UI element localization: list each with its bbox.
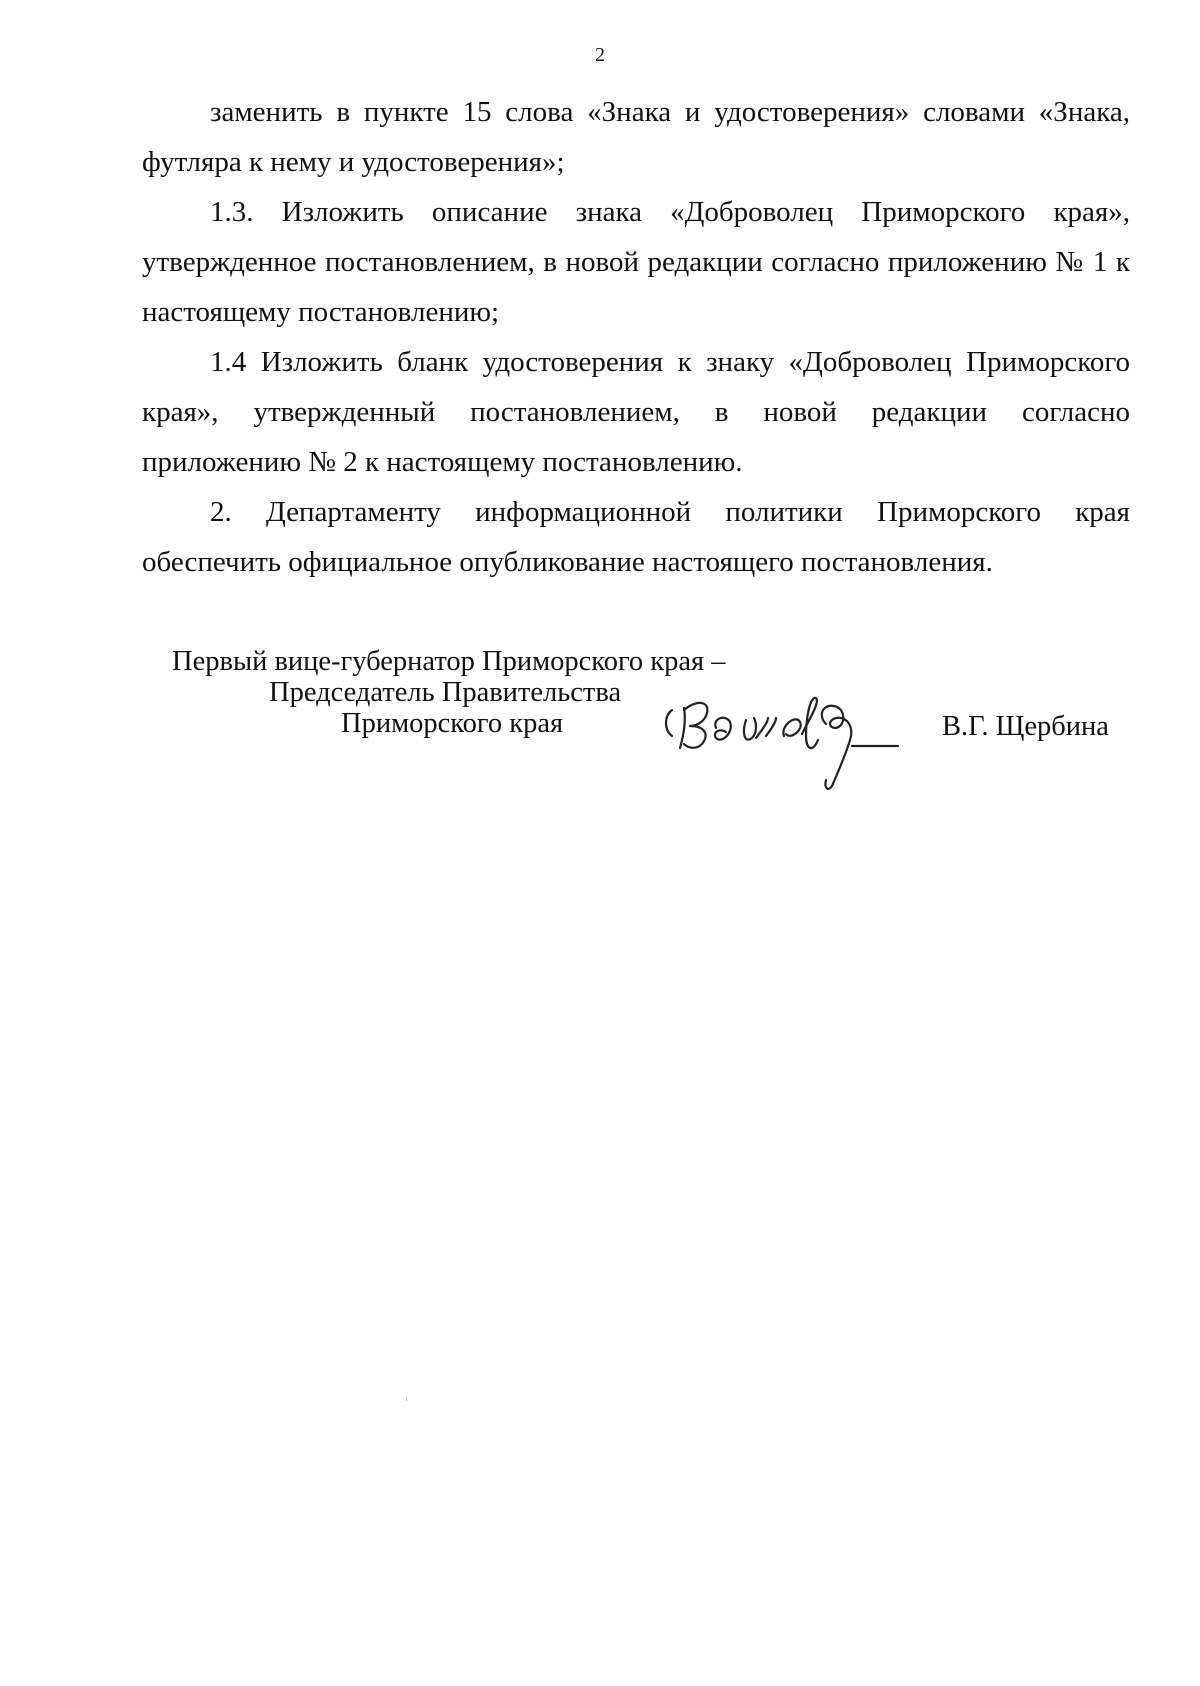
document-body bbox=[142, 87, 1130, 587]
signer-position-line-3: Приморского края bbox=[341, 708, 564, 739]
signer-position-line-2: Председатель Правительства bbox=[269, 677, 622, 708]
paragraph-1-4-certificate-form: 1.4 Изложить бланк удостоверения к знаку «Доброволец Приморского края», утвержденный постановлением, в новой редакции согласно приложению № 2 к настоящему постановлению. bbox=[142, 346, 1130, 478]
paragraph-1-3-badge-description: 1.3. Изложить описание знака «Доброволец Приморского края», утвержденное постановлением, в новой редакции согласно приложению № 1 к настоящему постановлению; bbox=[142, 196, 1130, 328]
signer-name: В.Г. Щербина bbox=[942, 711, 1109, 742]
handwritten-signature bbox=[650, 688, 950, 798]
signer-position bbox=[172, 646, 726, 739]
page-number: 2 bbox=[595, 44, 605, 66]
paragraph-amend-clause-15: заменить в пункте 15 слова «Знака и удостоверения» словами «Знака, футляра к нему и удостоверения»; bbox=[142, 96, 1130, 178]
paragraph-2-publication: 2. Департаменту информационной политики Приморского края обеспечить официальное опубликование настоящего постановления. bbox=[142, 496, 1130, 578]
signer-position-line-1: Первый вице-губернатор Приморского края – bbox=[172, 646, 726, 677]
scan-speck bbox=[406, 1398, 407, 1401]
